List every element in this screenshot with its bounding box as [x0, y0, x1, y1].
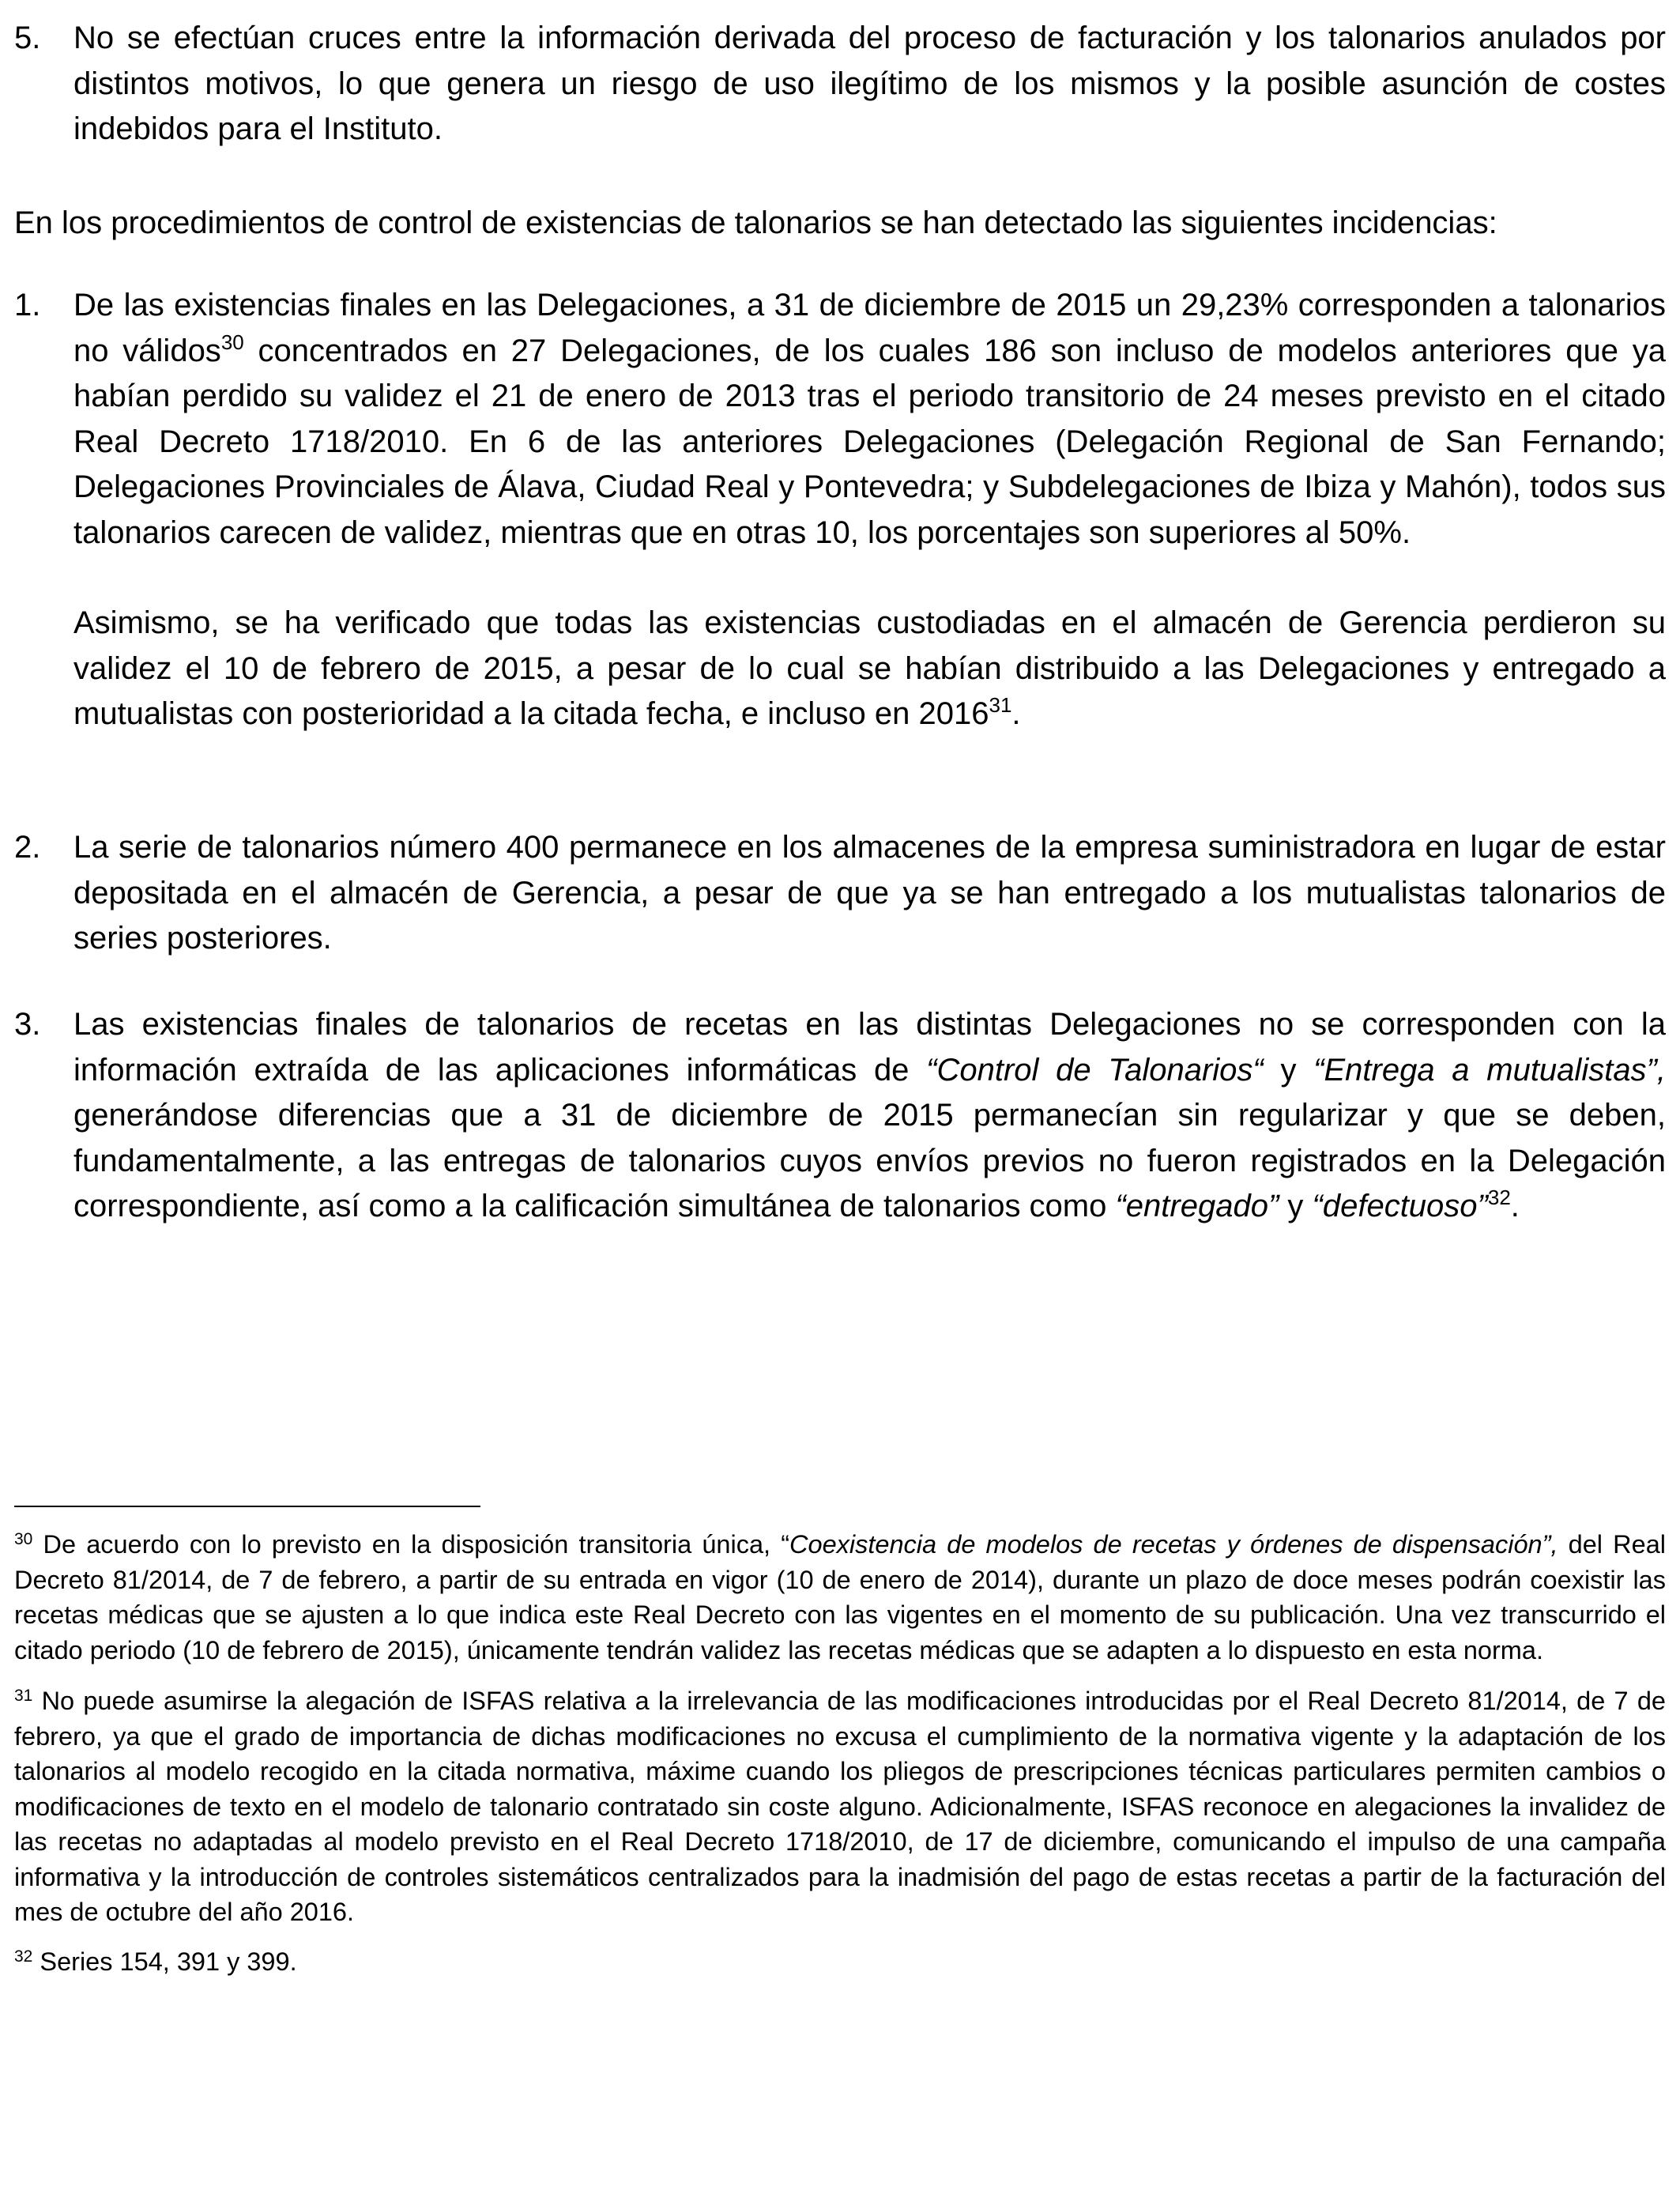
- list-item: [14, 1002, 1666, 1230]
- text-run: De acuerdo con lo previsto en la disposición transitoria única, “: [32, 1530, 790, 1559]
- italic-term: “Entrega a mutualistas”,: [1313, 1052, 1666, 1088]
- footnotes: [14, 1527, 1666, 1979]
- list-item-number: 5.: [14, 21, 41, 55]
- text-run: concentrados en 27 Delegaciones, de los cuales 186 son incluso de modelos anteriores que ya habían perdido su validez el 21 de enero de 2013 tras el periodo transitorio de 24 meses previsto en el citado Real Decreto 1718/2010. En 6 de las anteriores Delegaciones (Delegación Regional de San Fernando; Delegaciones Provinciales de Álava, Ciudad Real y Pontevedra; y Subdelegaciones de Ibiza y Mahón), todos sus talonarios carecen de validez, mientras que en otras 10, los porcentajes son superiores al 50%.: [73, 333, 1666, 550]
- list-item-text: No se efectúan cruces entre la información derivada del proceso de facturación y los talonarios anulados por distintos motivos, lo que genera un riesgo de uso ilegítimo de los mismos y la posible asunción de costes indebidos para el Instituto.: [73, 21, 1666, 146]
- text-run: del Real Decreto 81/2014, de 7 de febrero, a partir de su entrada en vigor (10 de enero de 2014), durante un plazo de doce meses podrán coexistir las recetas médicas que se ajusten a lo que indica este Real Decreto con las vigentes en el momento de su publicación. Una vez transcurrido el citado periodo (10 de febrero de 2015), únicamente tendrán validez las recetas médicas que se adapten a lo dispuesto en esta norma.: [14, 1530, 1666, 1664]
- footnote-number: 30: [14, 1530, 33, 1548]
- list-item: [14, 825, 1666, 962]
- text-run: Series 154, 391 y 399.: [32, 1947, 297, 1976]
- footnote-ref-31[interactable]: 31: [989, 693, 1012, 717]
- footnote-ref-32[interactable]: 32: [1487, 1186, 1511, 1209]
- footnote-31: [14, 1683, 1666, 1930]
- list-item-1: [14, 283, 1666, 737]
- list-item-paragraph: [73, 283, 1666, 556]
- list-item-number: 1.: [14, 288, 41, 322]
- text-run: No puede asumirse la alegación de ISFAS relativa a la irrelevancia de las modificaciones introducidas por el Real Decreto 81/2014, de 7 de febrero, ya que el grado de importancia de dichas modificaciones no excusa el cumplimiento de la normativa vigente y la adaptación de los talonarios al modelo recogido en la citada normativa, máxime cuando los pliegos de prescripciones técnicas particulares permiten cambios o modificaciones de texto en el modelo de talonario contratado sin coste alguno. Adicionalmente, ISFAS reconoce en alegaciones la invalidez de las recetas no adaptadas al modelo previsto en el Real Decreto 1718/2010, de 17 de diciembre, comunicando el impulso de una campaña informativa y la introducción de controles sistemáticos centralizados para la inadmisión del pago de estas recetas a partir de la facturación del mes de octubre del año 2016.: [14, 1687, 1666, 1926]
- text-run: .: [1011, 696, 1021, 731]
- intro-paragraph-block: [14, 201, 1666, 247]
- italic-term: “Control de Talonarios“: [926, 1052, 1264, 1088]
- list-item-2: [14, 825, 1666, 962]
- text-run: De las existencias finales en las Delegaciones, a 31 de diciembre de 2015 un 29,23% corresponden a talonarios no válidos: [73, 288, 1666, 368]
- text-run: y: [1263, 1052, 1314, 1088]
- italic-term: “entregado”: [1115, 1189, 1279, 1223]
- list-item: [14, 16, 1666, 153]
- italic-term: Coexistencia de modelos de recetas y órdenes de dispensación”,: [789, 1530, 1558, 1559]
- footnote-30: [14, 1527, 1666, 1668]
- footnote-ref-30[interactable]: 30: [220, 330, 244, 354]
- text-run: y: [1279, 1189, 1313, 1223]
- list-item-text: La serie de talonarios número 400 permanece en los almacenes de la empresa suministradora en lugar de estar depositada en el almacén de Gerencia, a pesar de que ya se han entregado a los mutualistas talonarios de series posteriores.: [73, 830, 1666, 956]
- list-item-paragraph: [73, 1002, 1666, 1230]
- list-item-3: [14, 1002, 1666, 1230]
- list-item: [14, 283, 1666, 737]
- intro-paragraph: En los procedimientos de control de existencias de talonarios se han detectado las siguientes incidencias:: [14, 205, 1497, 240]
- list-item-number: 2.: [14, 830, 41, 865]
- text-run: Asimismo, se ha verificado que todas las existencias custodiadas en el almacén de Gerencia perdieron su validez el 10 de febrero de 2015, a pesar de lo cual se habían distribuido a las Delegaciones y entregado a mutualistas con posterioridad a la citada fecha, e incluso en 2016: [73, 605, 1666, 731]
- footnote-separator: [14, 1506, 480, 1507]
- italic-term: “defectuoso”: [1312, 1189, 1488, 1223]
- text-run: .: [1510, 1189, 1520, 1223]
- list-item-5: [14, 16, 1666, 153]
- list-item-number: 3.: [14, 1007, 41, 1042]
- footnote-number: 31: [14, 1687, 33, 1705]
- text-run: generándose diferencias que a 31 de diciembre de 2015 permanecían sin regularizar y que se deben, fundamentalmente, a las entregas de talonarios cuyos envíos previos no fueron registrados en la Delegación correspondiente, así como a la calificación simultánea de talonarios como: [73, 1098, 1666, 1223]
- footnote-32: [14, 1944, 1666, 1980]
- text-run: Las existencias finales de talonarios de recetas en las distintas Delegaciones no se corresponden con la información extraída de las aplicaciones informáticas de: [73, 1007, 1666, 1088]
- list-item-paragraph: [73, 601, 1666, 737]
- footnote-number: 32: [14, 1947, 33, 1966]
